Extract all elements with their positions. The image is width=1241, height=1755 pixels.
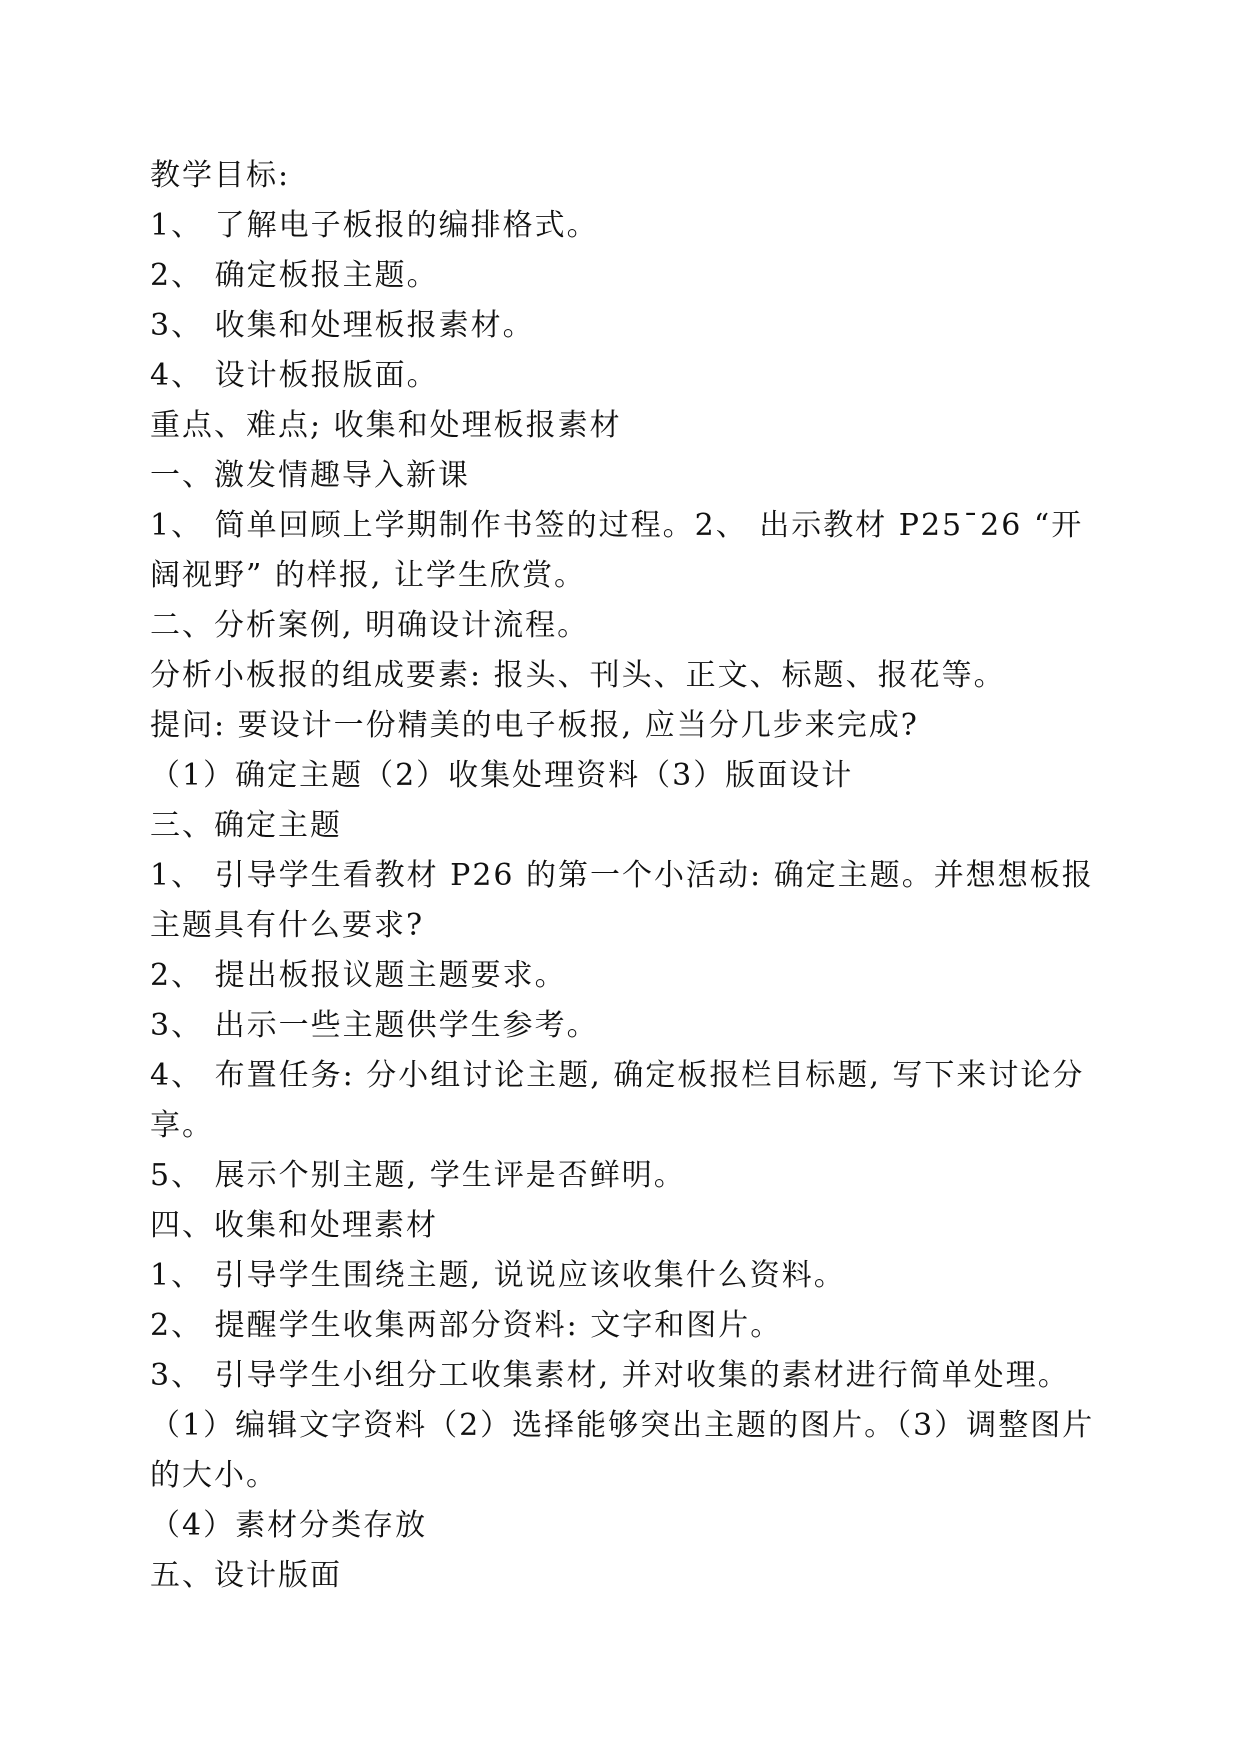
paragraph: 5、 展示个别主题, 学生评是否鲜明。 [150, 1158, 686, 1193]
paragraph: 2、 提出板报议题主题要求。 [150, 958, 567, 993]
paragraph: 1、 引导学生看教材 P26 的第一个小活动: 确定主题。并想想板报主题具有什么要求? [150, 858, 1094, 943]
paragraph: 2、 提醒学生收集两部分资料: 文字和图片。 [150, 1308, 783, 1343]
paragraph: （1）编辑文字资料（2）选择能够突出主题的图片。（3）调整图片的大小。 [150, 1408, 1095, 1493]
section-heading: 三、确定主题 [150, 808, 342, 843]
objective-item: 3、 收集和处理板报素材。 [150, 308, 535, 343]
section-heading: 五、设计版面 [150, 1558, 342, 1593]
paragraph: 3、 出示一些主题供学生参考。 [150, 1008, 599, 1043]
document-body [150, 151, 1100, 1601]
paragraph: 4、 布置任务: 分小组讨论主题, 确定板报栏目标题, 写下来讨论分享。 [150, 1058, 1085, 1143]
paragraph: 3、 引导学生小组分工收集素材, 并对收集的素材进行简单处理。 [150, 1358, 1070, 1393]
paragraph: 1、 引导学生围绕主题, 说说应该收集什么资料。 [150, 1258, 846, 1293]
objective-item: 4、 设计板报版面。 [150, 358, 439, 393]
paragraph: 分析小板报的组成要素: 报头、刊头、正文、标题、报花等。 [150, 658, 1006, 693]
paragraph: （4）素材分类存放 [150, 1508, 428, 1543]
paragraph: 提问: 要设计一份精美的电子板报, 应当分几步来完成? [150, 708, 919, 743]
objective-item: 2、 确定板报主题。 [150, 258, 439, 293]
key-points-line: 重点、难点; 收集和处理板报素材 [150, 408, 622, 443]
section-heading: 二、分析案例, 明确设计流程。 [150, 608, 590, 643]
objectives-heading: 教学目标: [150, 158, 291, 193]
section-heading: 四、收集和处理素材 [150, 1208, 438, 1243]
paragraph: 1、 简单回顾上学期制作书签的过程。2、 出示教材 P25¯26 “开阔视野” 的样报, 让学生欣赏。 [150, 508, 1084, 593]
paragraph: （1）确定主题（2）收集处理资料（3）版面设计 [150, 758, 854, 793]
objective-item: 1、 了解电子板报的编排格式。 [150, 208, 599, 243]
section-heading: 一、激发情趣导入新课 [150, 458, 470, 493]
